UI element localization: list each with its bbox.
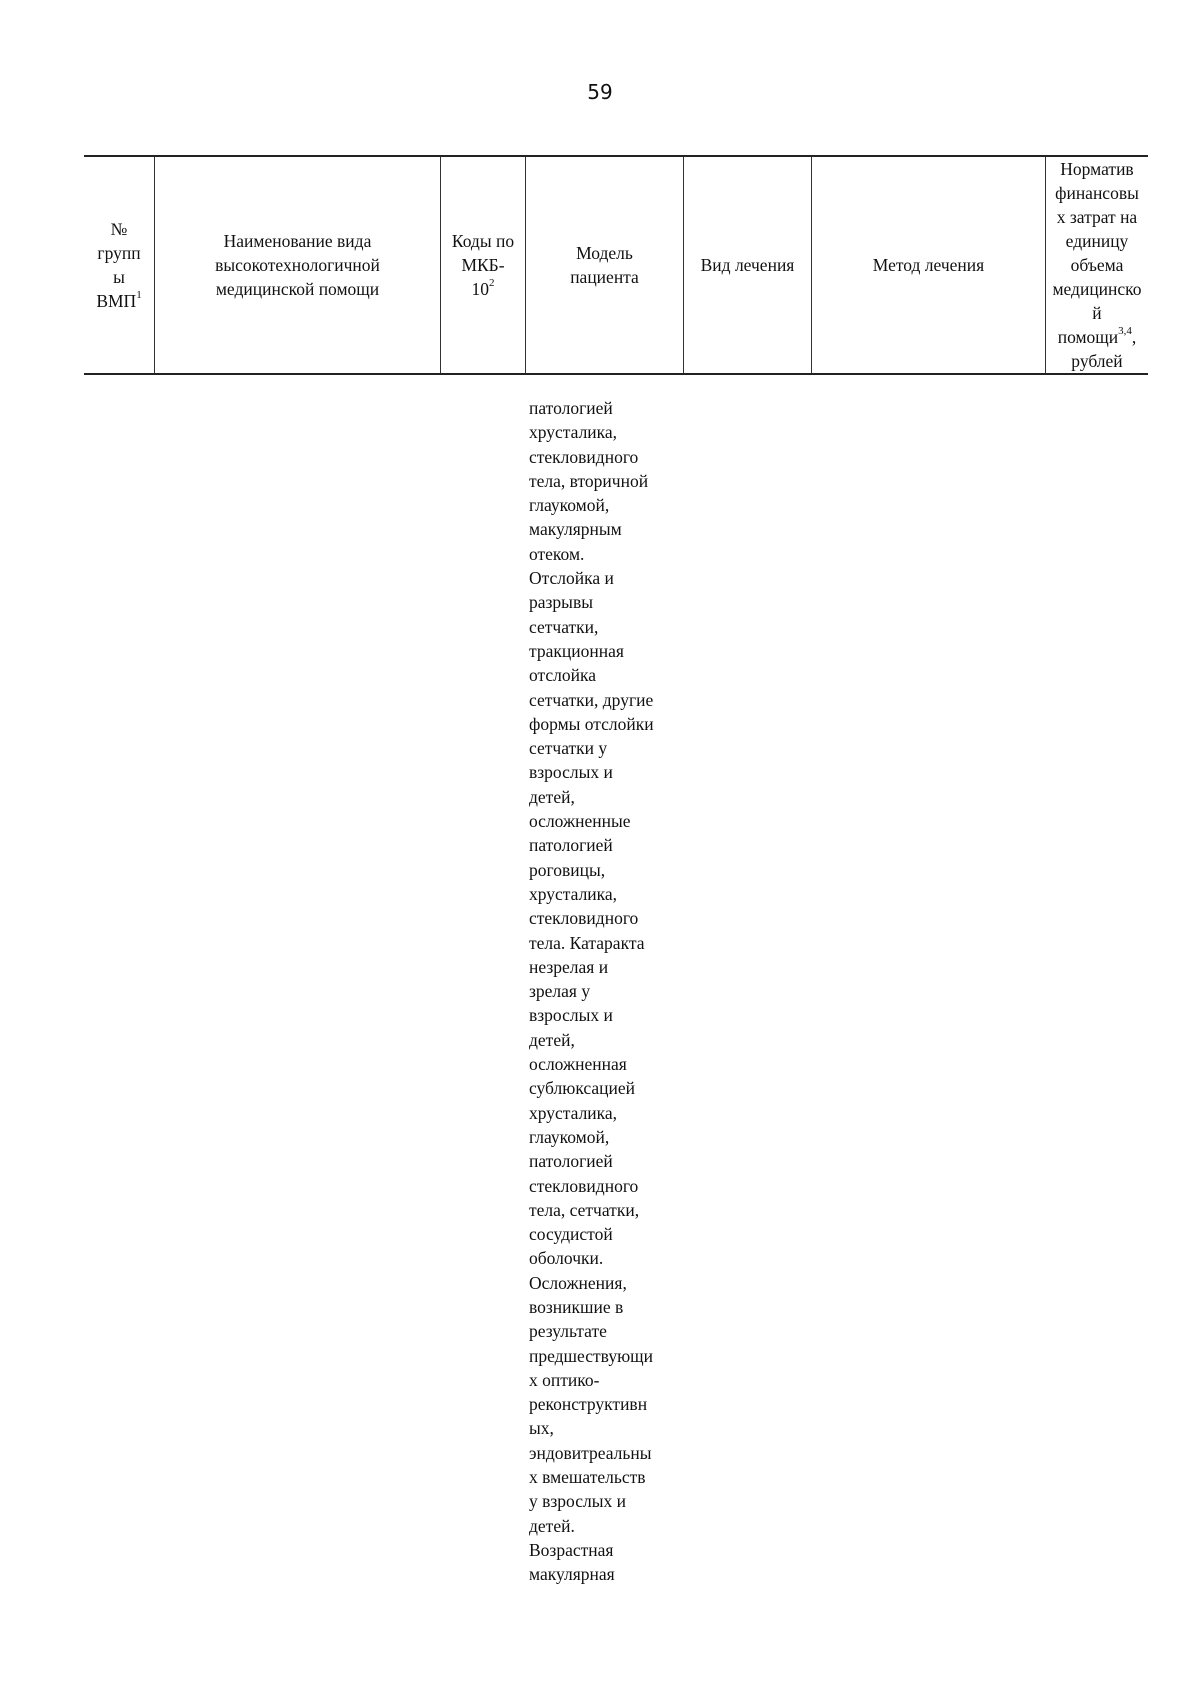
header-treatment-type: Вид лечения [683,157,811,373]
header-patient-model: Модель пациента [525,157,683,373]
table-header [84,155,1148,375]
header-vmp-name: Наименование вида высокотехнологичной медицинской помощи [154,157,440,373]
header-group-number: № групп ы ВМП$^1$ [96,219,142,311]
header-cost-norm: Норматив финансовы х затрат на единицу объема медицинско й помощи$^{3,4}$, рублей [1045,157,1148,373]
header-icd-codes: Коды по МКБ- $10^2$ [440,157,525,373]
page-number: 59 [587,80,613,104]
patient-model-cell: патологией хрусталика, стекловидного тела, вторичной глаукомой, макулярным отеком. Отслойка и разрывы сетчатки, тракционная отслойка сетчатки, другие формы отслойки сетчатки у взрослых и детей, осложненные патологией роговицы, хрусталика, стекловидного тела. Катаракта незрелая и зрелая у взрослых и детей, осложненная сублюксацией хрусталика, глаукомой, патологией стекловидного тела, сетчатки, сосудистой оболочки. Осложнения, возникшие в результате предшествующи х оптико- реконструктивн ых, эндовитреальны х вмешательств у взрослых и детей. Возрастная макулярная [529,398,654,1585]
header-treatment-method: Метод лечения [811,157,1045,373]
